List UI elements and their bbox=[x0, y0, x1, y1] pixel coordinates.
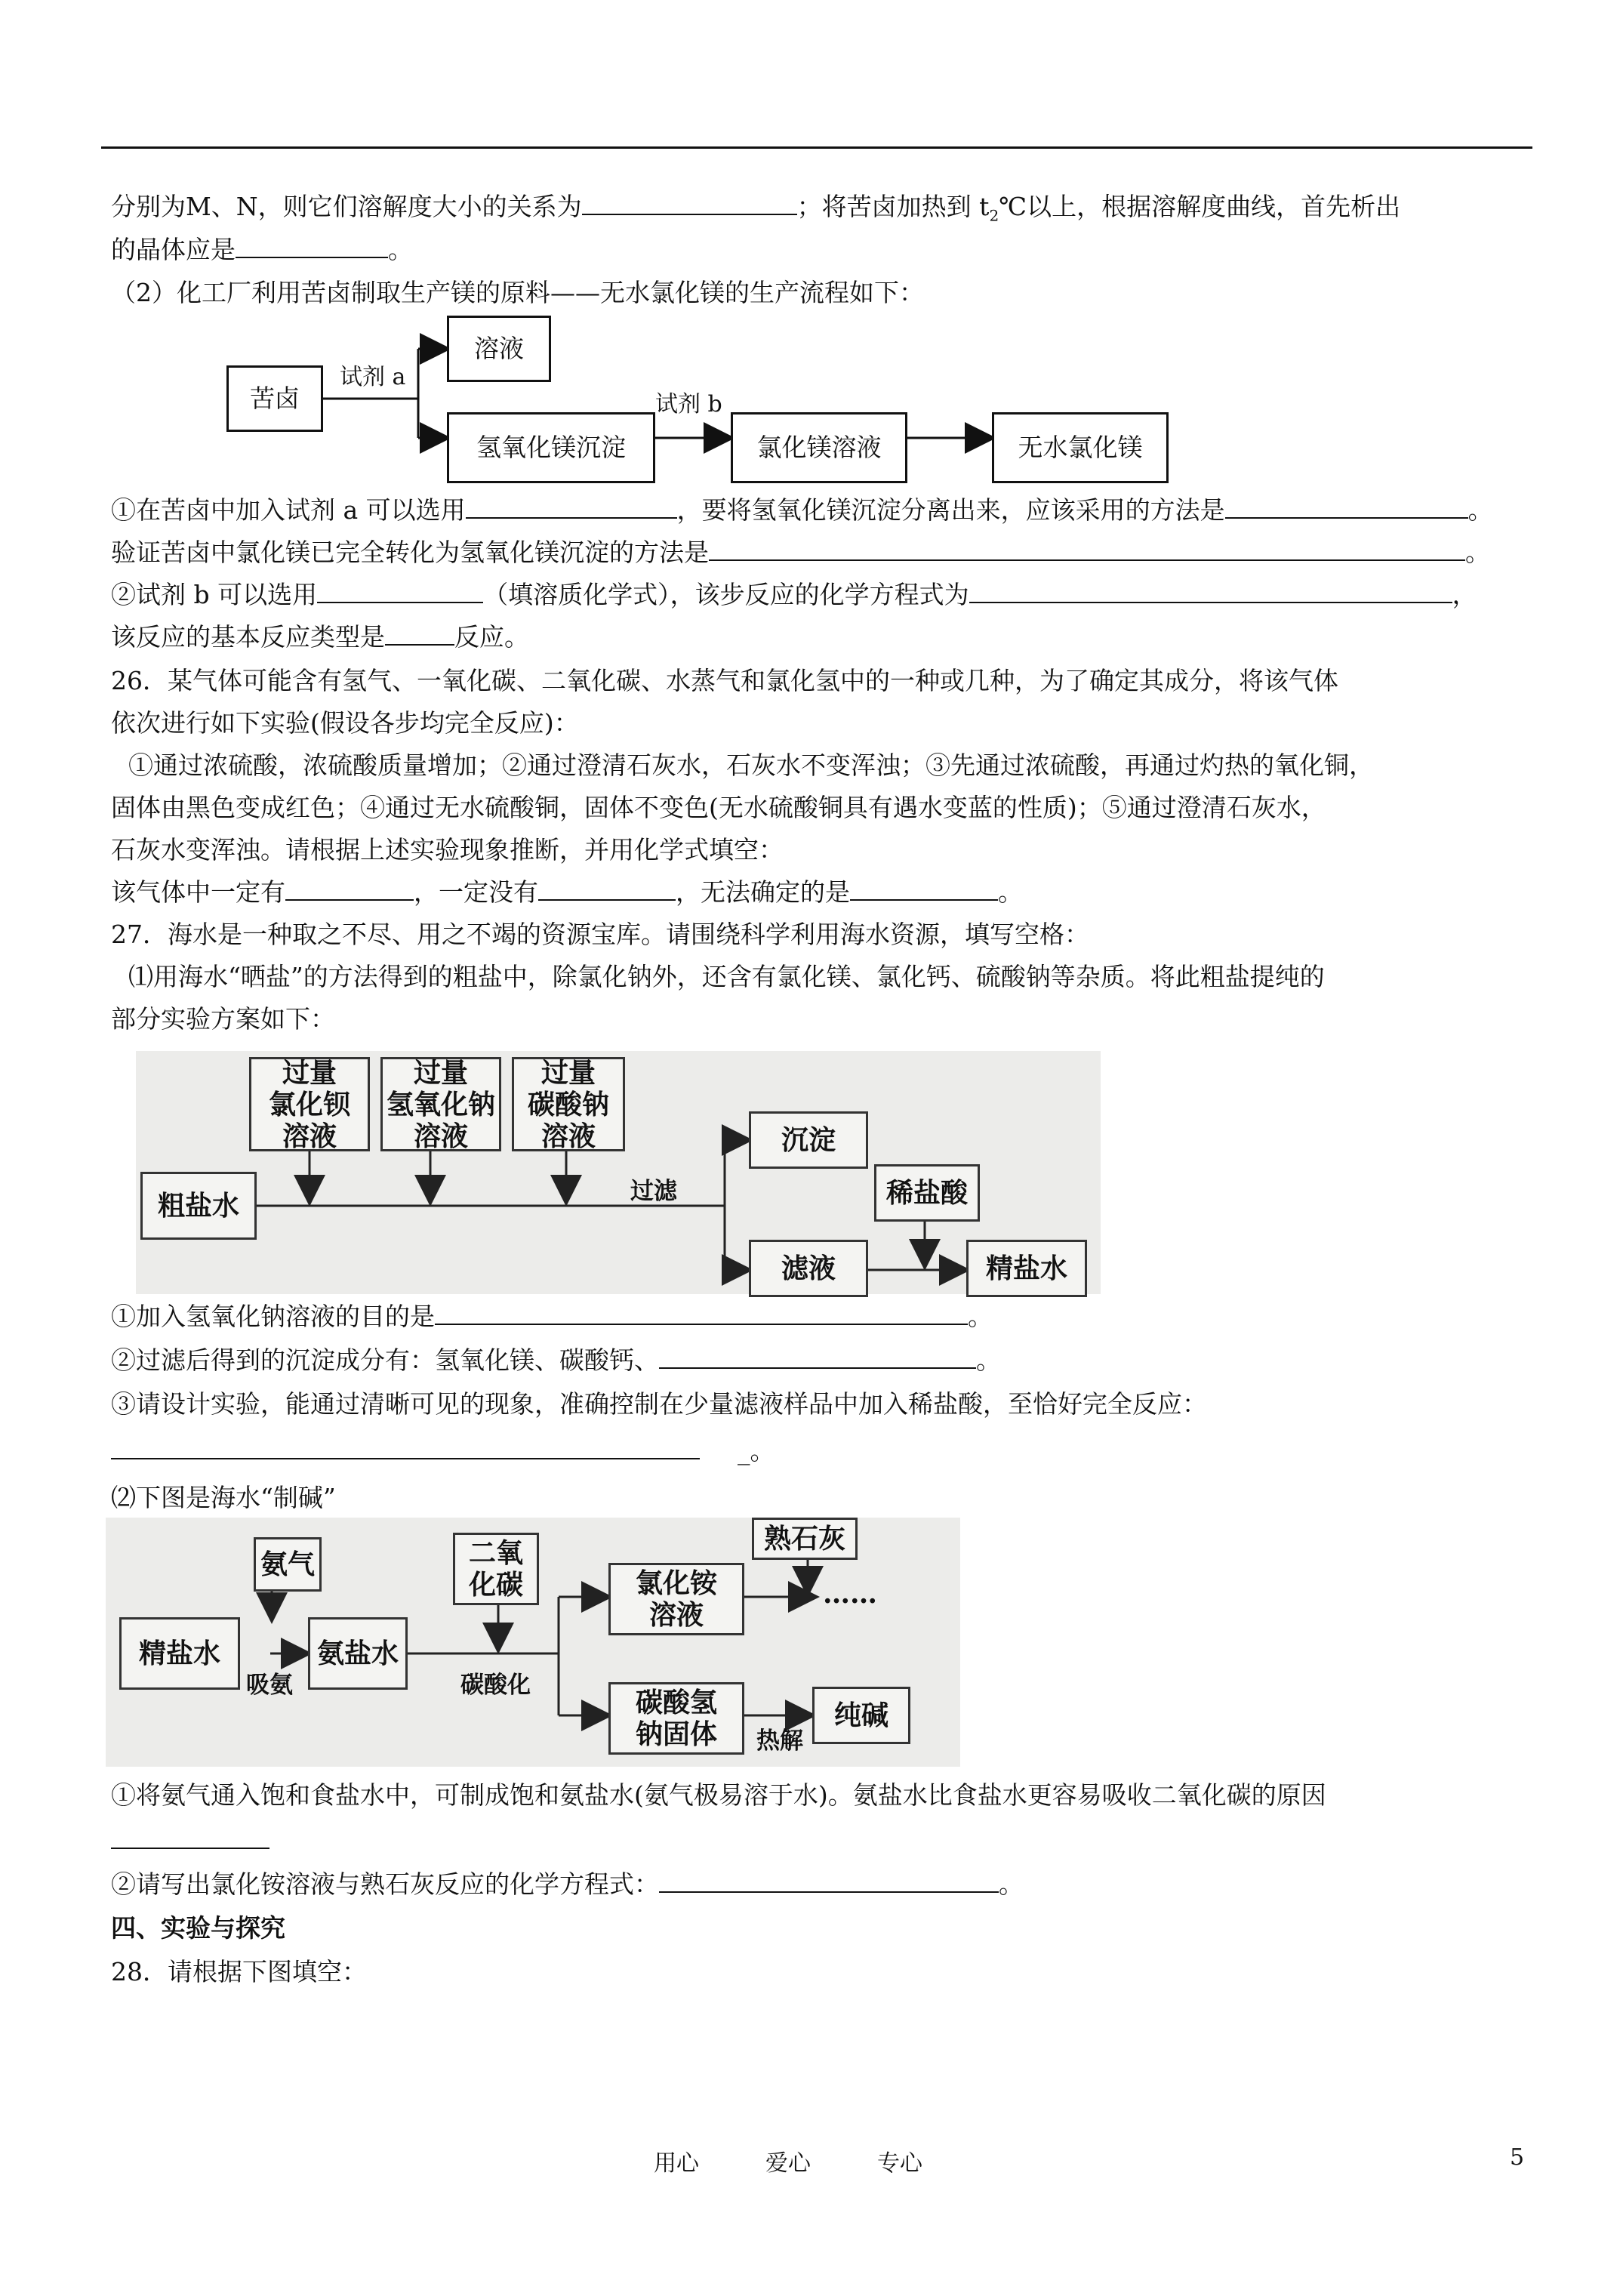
text: ②请写出氯化铵溶液与熟石灰反应的化学方程式： bbox=[111, 1869, 659, 1899]
box-crude-brine: 粗盐水 bbox=[140, 1172, 257, 1240]
answer-blank[interactable] bbox=[1225, 495, 1468, 519]
text: ，一定没有 bbox=[414, 877, 538, 907]
box-co2: 二氧 化碳 bbox=[453, 1533, 539, 1605]
text-line: ③请设计实验，能通过清晰可见的现象，准确控制在少量滤液样品中加入稀盐酸，至恰好完全反应： bbox=[111, 1389, 1207, 1419]
text: 。 bbox=[1465, 538, 1490, 567]
text-line bbox=[111, 1344, 1001, 1377]
answer-blank[interactable] bbox=[969, 579, 1452, 603]
text: 。 bbox=[998, 877, 1023, 907]
answer-blank[interactable] bbox=[236, 234, 388, 258]
text-line bbox=[111, 1824, 269, 1857]
answer-blank[interactable] bbox=[111, 1435, 700, 1459]
text: 该气体中一定有 bbox=[111, 877, 285, 907]
section-heading: 四、实验与探究 bbox=[111, 1913, 285, 1943]
text-line: （2）化工厂利用苦卤制取生产镁的原料——无水氯化镁的生产流程如下： bbox=[111, 278, 924, 307]
text-line bbox=[111, 1868, 1024, 1901]
box-ammonia-brine: 氨盐水 bbox=[308, 1617, 408, 1690]
text-line bbox=[111, 621, 529, 654]
box-soda-ash: 纯碱 bbox=[812, 1687, 910, 1744]
text: ①加入氢氧化钠溶液的目的是 bbox=[111, 1302, 435, 1331]
text-line: 26．某气体可能含有氢气、一氧化碳、二氧化碳、水蒸气和氯化氢中的一种或几种，为了确定其成分，将该气体 bbox=[111, 666, 1338, 695]
box-anhydrous-mgcl2: 无水氯化镁 bbox=[992, 412, 1169, 483]
text-line bbox=[111, 233, 413, 267]
label-absorb-ammonia: 吸氨 bbox=[246, 1672, 293, 1699]
text: （填溶质化学式），该步反应的化学方程式为 bbox=[483, 580, 969, 609]
answer-blank[interactable] bbox=[285, 877, 414, 901]
box-precipitate: 沉淀 bbox=[749, 1111, 868, 1169]
text-line bbox=[111, 578, 1477, 612]
text-line bbox=[111, 1300, 993, 1333]
answer-blank[interactable] bbox=[659, 1869, 999, 1893]
box-refined-brine: 精盐水 bbox=[966, 1240, 1087, 1297]
text-line: ⑴用海水“晒盐”的方法得到的粗盐中，除氯化钠外，还含有氯化镁、氯化钙、硫酸钠等杂质。将此粗盐提纯的 bbox=[128, 962, 1325, 991]
text: ②试剂 b 可以选用 bbox=[111, 580, 318, 609]
text: ；将苦卤加热到 t bbox=[796, 192, 990, 221]
label-reagent-b: 试剂 b bbox=[655, 391, 722, 418]
text-line bbox=[111, 876, 1023, 909]
text-line: ①通过浓硫酸，浓硫酸质量增加；②通过澄清石灰水，石灰水不变浑浊；③先通过浓硫酸，再通过灼热的氧化铜， bbox=[128, 750, 1374, 780]
text-line: 固体由黑色变成红色；④通过无水硫酸铜，固体不变色(无水硫酸铜具有遇水变蓝的性质)；⑤通过澄清石灰水， bbox=[111, 793, 1326, 822]
box-naoh: 过量 氢氧化钠 溶液 bbox=[380, 1057, 501, 1151]
text: 。 bbox=[388, 235, 413, 264]
text: ，无法确定的是 bbox=[676, 877, 850, 907]
text-line bbox=[111, 536, 1490, 569]
text: ②过滤后得到的沉淀成分有：氢氧化镁、碳酸钙、 bbox=[111, 1345, 659, 1375]
subscript: 2 bbox=[989, 206, 999, 225]
text: 。 bbox=[976, 1345, 1001, 1375]
box-na2co3: 过量 碳酸钠 溶液 bbox=[512, 1057, 625, 1151]
text-line bbox=[111, 1435, 775, 1468]
text: 。 bbox=[999, 1869, 1024, 1899]
text-line bbox=[111, 494, 1493, 527]
page-number: 5 bbox=[1510, 2144, 1525, 2171]
text: 反应。 bbox=[454, 622, 529, 652]
text: 该反应的基本反应类型是 bbox=[111, 622, 385, 652]
flowchart-soda-production bbox=[106, 1518, 960, 1767]
text: _。 bbox=[738, 1436, 775, 1465]
text-line: 石灰水变浑浊。请根据上述实验现象推断，并用化学式填空： bbox=[111, 835, 784, 864]
label-pyrolysis: 热解 bbox=[756, 1727, 803, 1755]
footer-text: 爱心 bbox=[765, 2150, 811, 2177]
box-filtrate: 滤液 bbox=[749, 1240, 868, 1297]
label-reagent-a: 试剂 a bbox=[340, 364, 406, 390]
box-nh4cl-solution: 氯化铵 溶液 bbox=[608, 1563, 744, 1635]
answer-blank[interactable] bbox=[582, 191, 797, 215]
footer-text: 用心 bbox=[654, 2150, 699, 2177]
label-filter: 过滤 bbox=[630, 1178, 677, 1205]
box-mgcl2-solution: 氯化镁溶液 bbox=[731, 412, 907, 483]
text: 验证苦卤中氯化镁已完全转化为氢氧化镁沉淀的方法是 bbox=[111, 538, 709, 567]
answer-blank[interactable] bbox=[659, 1345, 976, 1369]
text-line: 27．海水是一种取之不尽、用之不竭的资源宝库。请围绕科学利用海水资源，填写空格： bbox=[111, 920, 1089, 949]
answer-blank[interactable] bbox=[435, 1301, 968, 1325]
answer-blank[interactable] bbox=[317, 579, 483, 603]
answer-blank[interactable] bbox=[466, 495, 677, 519]
header-rule bbox=[101, 146, 1532, 149]
footer-text: 专心 bbox=[877, 2150, 922, 2177]
text: ，要将氢氧化镁沉淀分离出来，应该采用的方法是 bbox=[676, 495, 1225, 525]
box-bacl2: 过量 氯化钡 溶液 bbox=[249, 1057, 370, 1151]
text: 。 bbox=[968, 1302, 993, 1331]
flowchart-salt-purification bbox=[136, 1051, 1101, 1294]
text: ℃以上，根据溶解度曲线，首先析出 bbox=[999, 192, 1401, 221]
answer-blank[interactable] bbox=[709, 537, 1465, 561]
text-line: ⑵下图是海水“制碱” bbox=[111, 1483, 336, 1512]
box-ammonia: 氨气 bbox=[254, 1537, 322, 1592]
answer-blank[interactable] bbox=[538, 877, 676, 901]
text-line bbox=[111, 190, 1400, 233]
answer-blank[interactable] bbox=[850, 877, 998, 901]
text-line: 依次进行如下实验(假设各步均完全反应)： bbox=[111, 708, 579, 738]
text: 。 bbox=[1467, 495, 1493, 525]
text-line: ①将氨气通入饱和食盐水中，可制成饱和氨盐水(氨气极易溶于水)。氨盐水比食盐水更容易吸收二氧化碳的原因 bbox=[111, 1780, 1326, 1810]
box-refined-brine: 精盐水 bbox=[119, 1617, 240, 1690]
box-nahco3-solid: 碳酸氢 钠固体 bbox=[608, 1682, 744, 1755]
text: 的晶体应是 bbox=[111, 235, 236, 264]
box-kulu: 苦卤 bbox=[226, 365, 323, 432]
answer-blank[interactable] bbox=[385, 621, 454, 646]
box-precipitate: 氢氧化镁沉淀 bbox=[447, 412, 655, 483]
box-slaked-lime: 熟石灰 bbox=[752, 1518, 858, 1560]
text-line: 28．请根据下图填空： bbox=[111, 1957, 367, 1986]
box-dilute-hcl: 稀盐酸 bbox=[874, 1164, 980, 1222]
text: ①在苦卤中加入试剂 a 可以选用 bbox=[111, 495, 466, 525]
answer-blank[interactable] bbox=[111, 1840, 269, 1849]
box-solution: 溶液 bbox=[447, 316, 551, 382]
label-ellipsis: …… bbox=[823, 1578, 877, 1610]
text: 分别为M、N，则它们溶解度大小的关系为 bbox=[111, 192, 582, 221]
text-line: 部分实验方案如下： bbox=[111, 1004, 335, 1034]
label-carbonation: 碳酸化 bbox=[460, 1672, 531, 1699]
text: ， bbox=[1452, 580, 1477, 609]
